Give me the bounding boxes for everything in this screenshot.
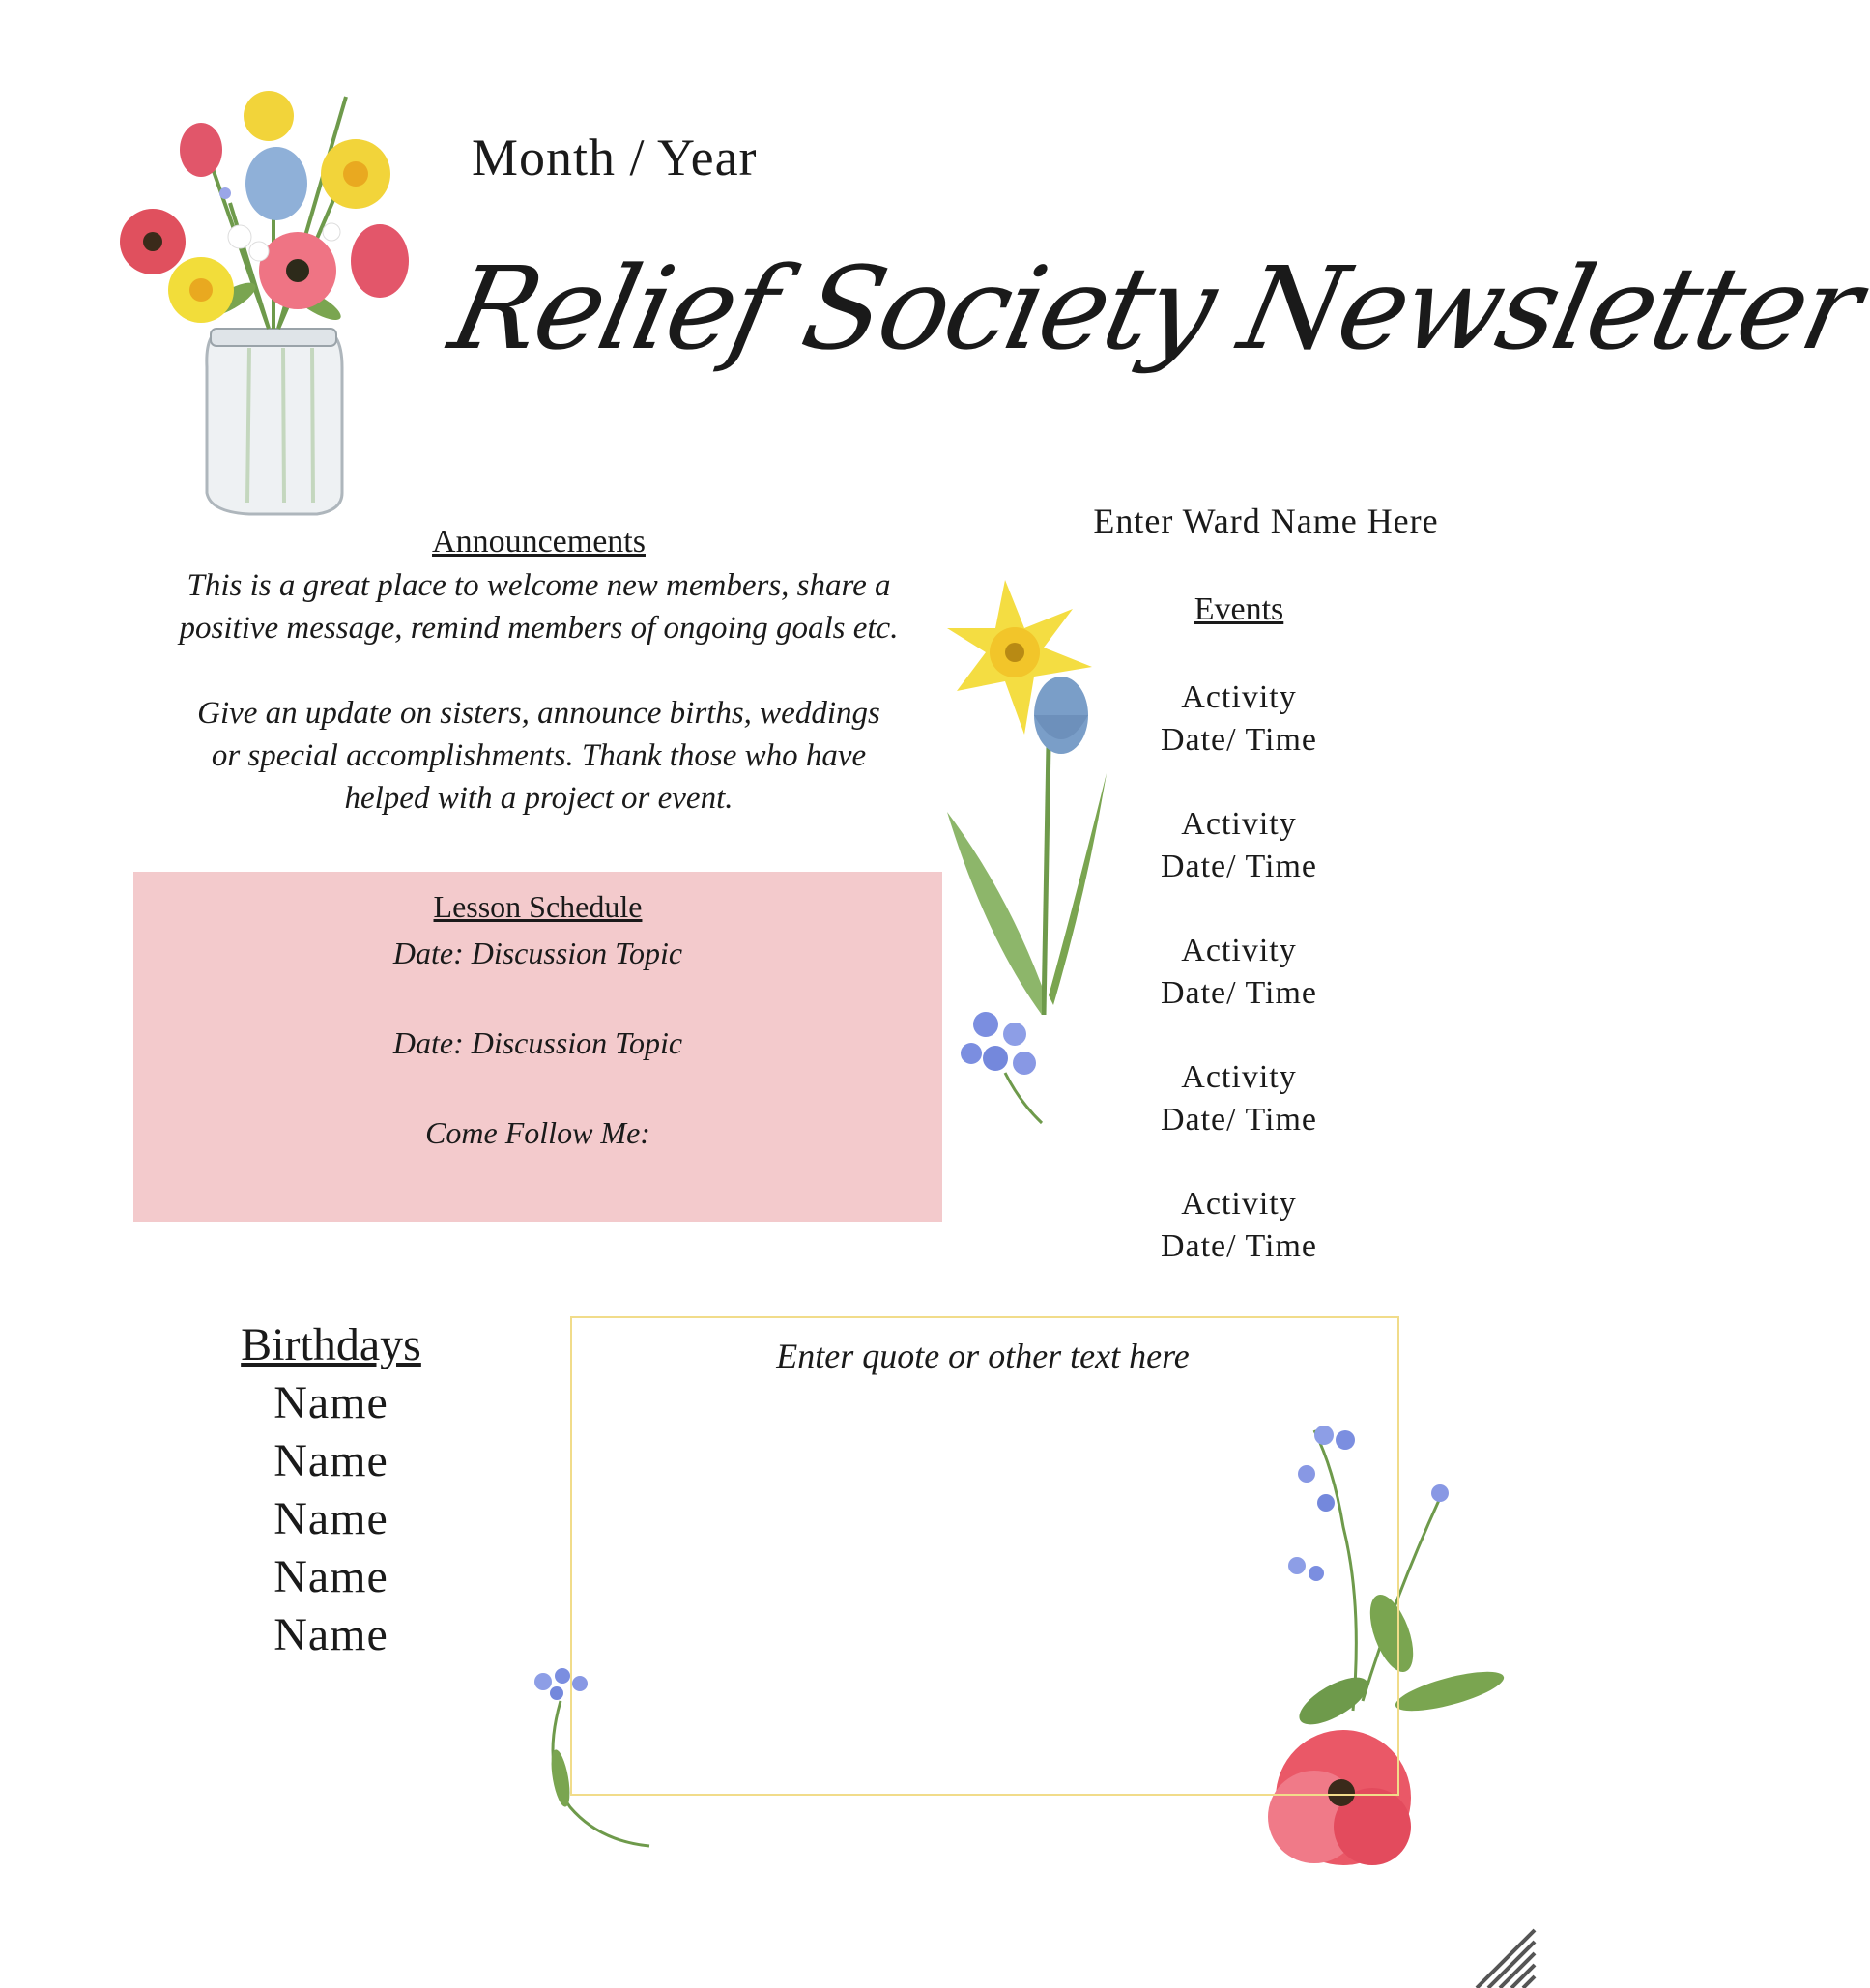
event-item <box>1121 930 1357 1015</box>
birthday-name: Name <box>273 1377 388 1428</box>
lesson-schedule-heading: Lesson Schedule <box>433 889 643 924</box>
announcement-line: Give an update on sisters, announce births, weddings <box>197 696 880 731</box>
event-activity: Activity <box>1181 1186 1297 1222</box>
event-activity: Activity <box>1181 1059 1297 1095</box>
birthday-name: Name <box>273 1551 388 1602</box>
event-item <box>1121 1183 1357 1268</box>
announcement-line: This is a great place to welcome new members, share a <box>187 568 891 603</box>
announcement-line: or special accomplishments. Thank those who have <box>211 738 867 773</box>
event-datetime: Date/ Time <box>1160 849 1318 884</box>
event-datetime: Date/ Time <box>1160 722 1318 758</box>
birthday-name: Name <box>273 1493 388 1544</box>
event-activity: Activity <box>1181 933 1297 968</box>
ward-name: Enter Ward Name Here <box>1093 502 1439 540</box>
quote-box <box>570 1316 1399 1796</box>
lesson-item: Come Follow Me: <box>425 1115 650 1150</box>
event-datetime: Date/ Time <box>1160 975 1318 1011</box>
lesson-item: Date: Discussion Topic <box>392 936 683 970</box>
month-year-heading: Month / Year <box>472 129 758 187</box>
quote-text: Enter quote or other text here <box>776 1337 1190 1375</box>
birthday-name: Name <box>273 1435 388 1486</box>
announcements-heading: Announcements <box>432 524 646 560</box>
birthdays-heading: Birthdays <box>241 1319 421 1370</box>
announcements-text <box>135 564 942 820</box>
announcement-line: positive message, remind members of ongoing goals etc. <box>179 611 899 646</box>
event-item <box>1121 803 1357 888</box>
birthday-name: Name <box>273 1609 388 1660</box>
event-activity: Activity <box>1181 806 1297 842</box>
event-datetime: Date/ Time <box>1160 1102 1318 1138</box>
newsletter-title: Relief Society Newsletter <box>440 242 1870 375</box>
event-activity: Activity <box>1181 679 1297 715</box>
announcement-line: helped with a project or event. <box>344 781 734 816</box>
event-item <box>1121 677 1357 762</box>
daffodil-tulip-illustration <box>928 570 1121 1131</box>
events-heading: Events <box>1194 591 1284 627</box>
lesson-item: Date: Discussion Topic <box>392 1025 683 1060</box>
event-item <box>1121 1056 1357 1141</box>
event-datetime: Date/ Time <box>1160 1228 1318 1264</box>
corner-stripes-decoration <box>1477 1930 1535 1988</box>
flower-bouquet-jar-illustration <box>114 58 423 522</box>
